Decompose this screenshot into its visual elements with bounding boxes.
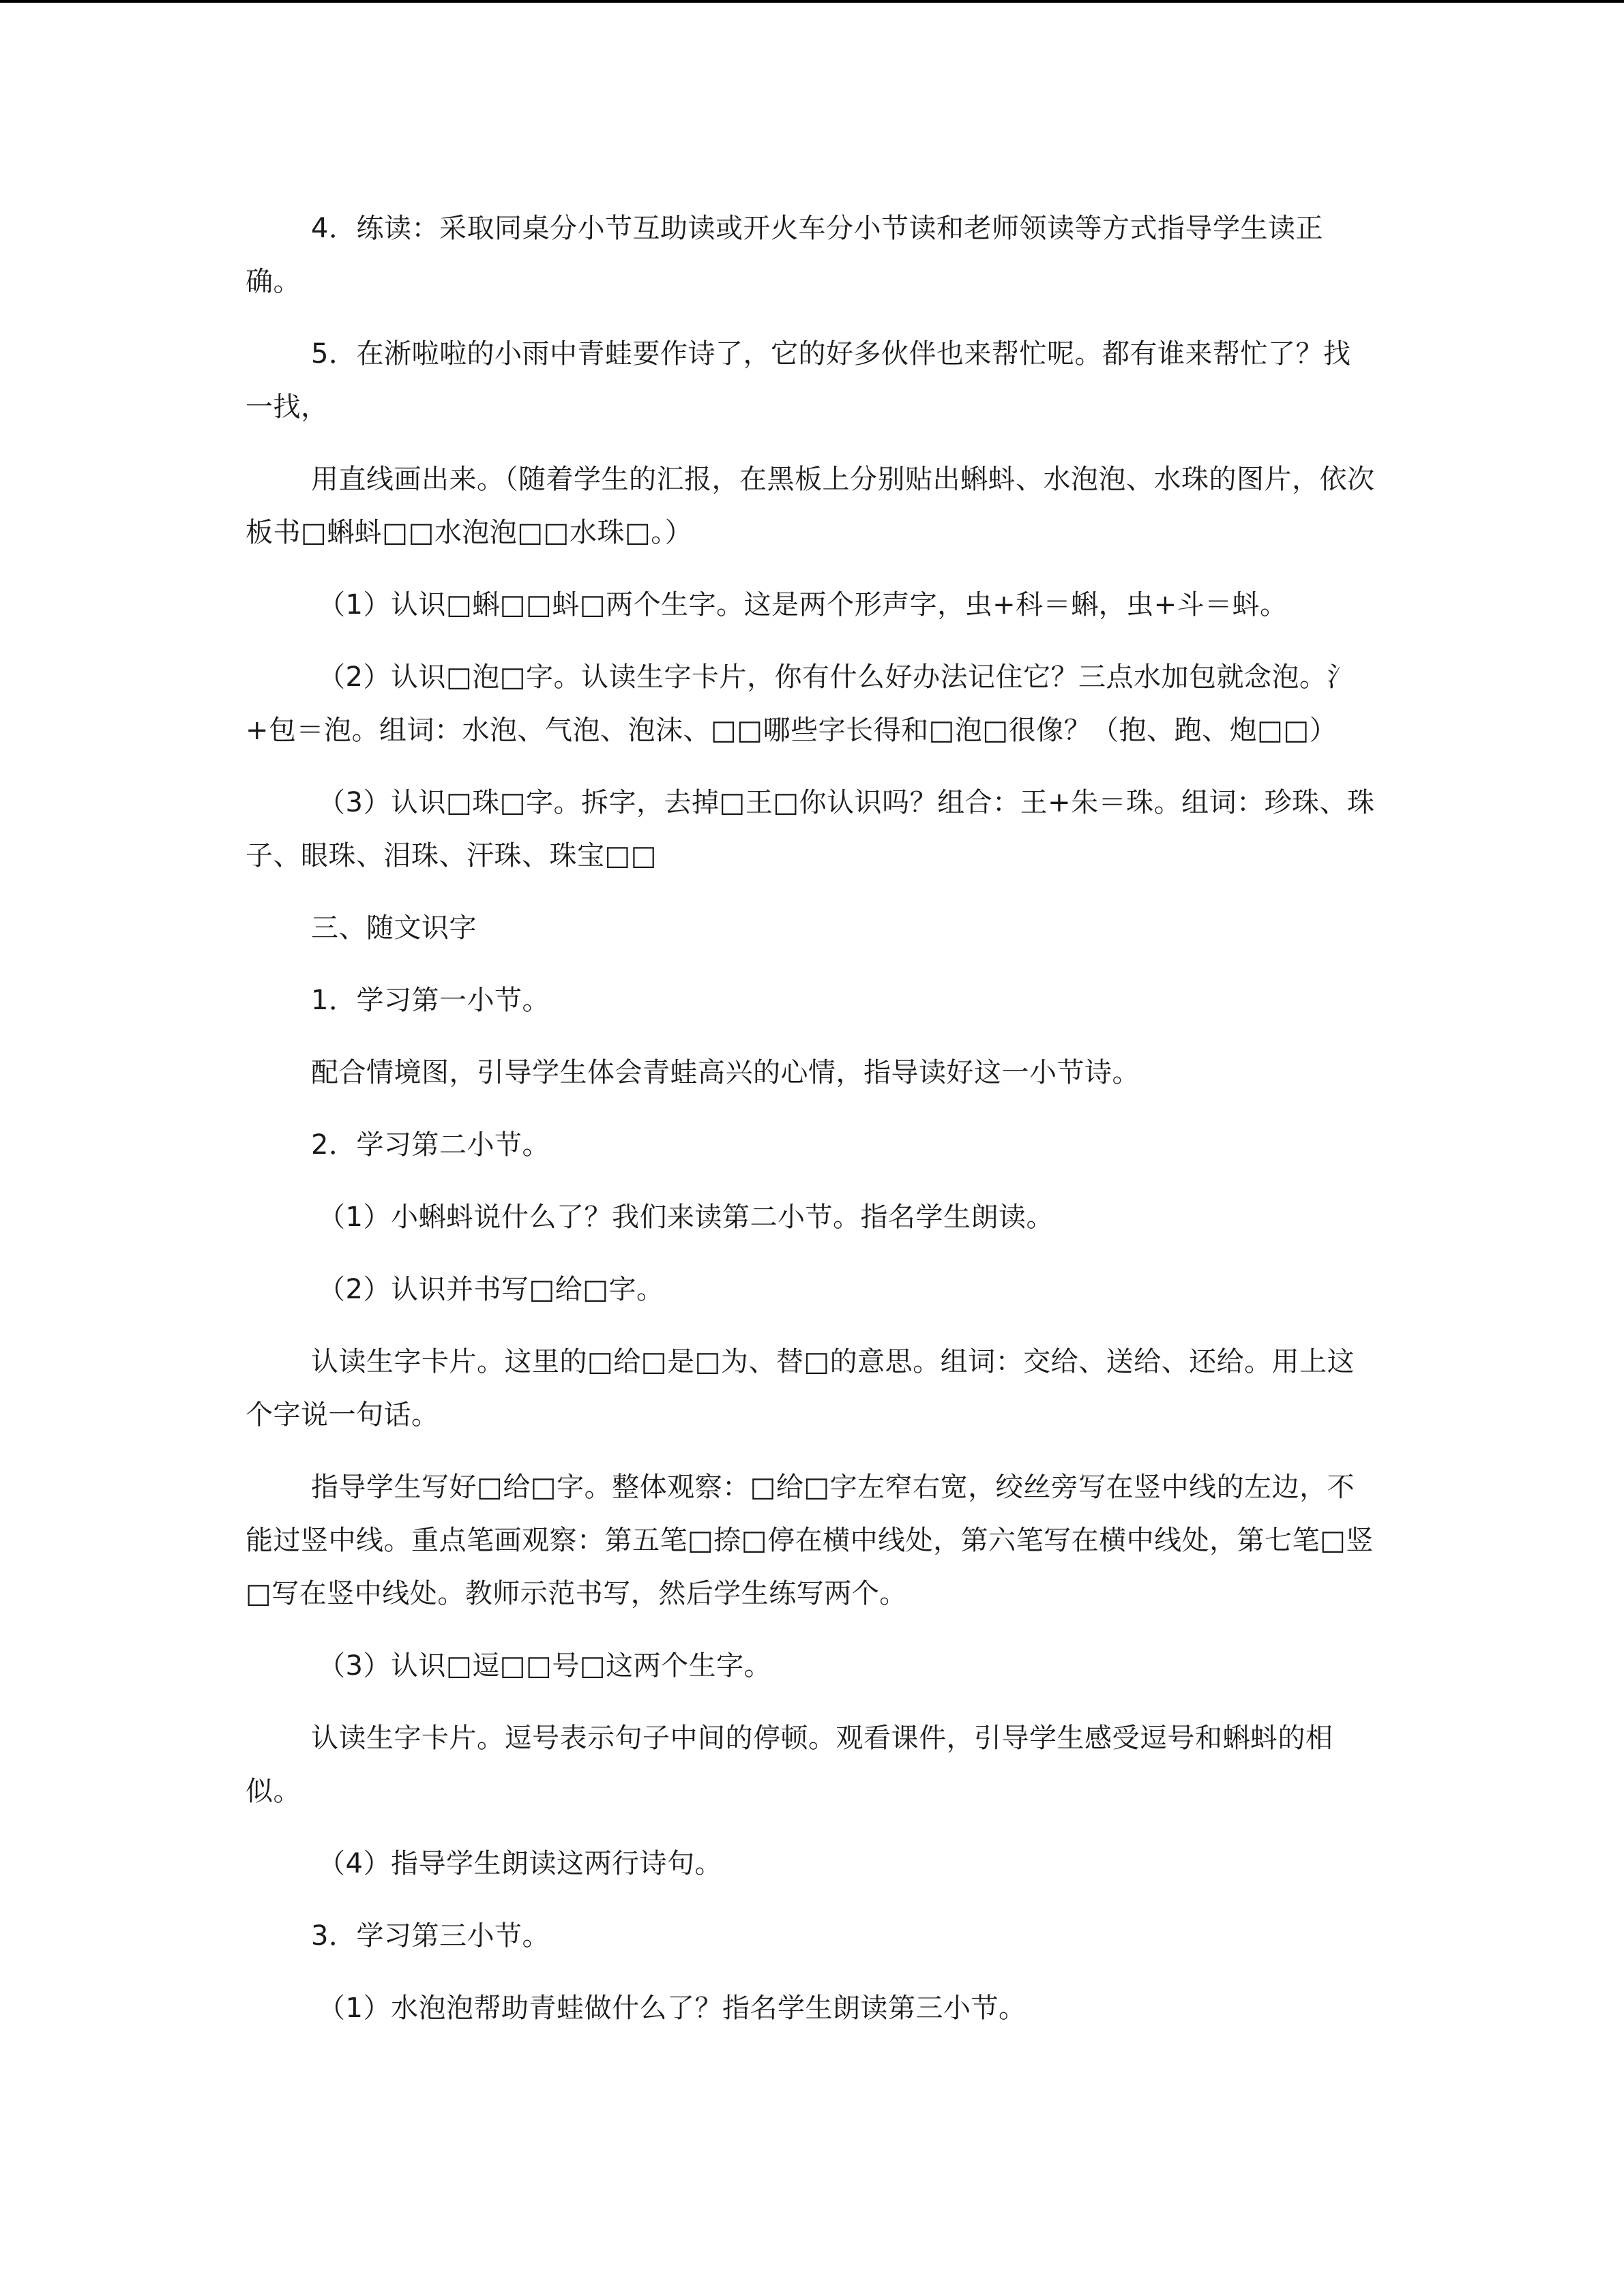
paragraph-give-writing: 指导学生写好□给□字。整体观察：□给□字左窄右宽，绞丝旁写在竖中线的左边，不能过竖中线。重点笔画观察：第五笔□捺□停在横中线处，第六笔写在横中线处，第七笔□竖□写在竖中线处。教师示范书写，然后学生练写两个。: [246, 1472, 1374, 1609]
paragraph-stanza-one-guide: 配合情境图，引导学生体会青蛙高兴的心情，指导读好这一小节诗。: [311, 1057, 1140, 1088]
paragraph-stanza-three: 3．学习第三小节。: [311, 1920, 550, 1952]
document-page: [246, 202, 1378, 2054]
paragraph-learn-bubble: （2）认识□泡□字。认读生字卡片，你有什么好办法记住它？三点水加包就念泡。氵+包＝泡。组词：水泡、气泡、泡沫、□□哪些字长得和□泡□很像？（抱、跑、炮□□）: [246, 661, 1355, 746]
paragraph-learn-tadpole: （1）认识□蝌□□蚪□两个生字。这是两个形声字，虫+科＝蝌，虫+斗＝蚪。: [318, 589, 1288, 621]
paragraph-give-meaning: 认读生字卡片。这里的□给□是□为、替□的意思。组词：交给、送给、还给。用上这个字说一句话。: [246, 1346, 1355, 1431]
paragraph-stanza-two: 2．学习第二小节。: [311, 1129, 550, 1161]
paragraph-learn-comma: （3）认识□逗□□号□这两个生字。: [318, 1650, 772, 1682]
paragraph-stanza-one: 1．学习第一小节。: [311, 985, 550, 1016]
paragraph-learn-pearl: （3）认识□珠□字。拆字，去掉□王□你认识吗？组合：王+朱＝珠。组词：珍珠、珠子、眼珠、泪珠、汗珠、珠宝□□: [246, 787, 1375, 871]
paragraph-draw-lines: 用直线画出来。（随着学生的汇报，在黑板上分别贴出蝌蚪、水泡泡、水珠的图片，依次板书□蝌蚪□□水泡泡□□水珠□。）: [246, 464, 1375, 548]
paragraph-learn-give: （2）认识并书写□给□字。: [318, 1274, 664, 1305]
paragraph-practice-reading: 4．练读：采取同桌分小节互助读或开火车分小节读和老师领读等方式指导学生读正确。: [246, 213, 1323, 297]
page-top-border: [0, 0, 1624, 3]
paragraph-tadpole-says: （1）小蝌蚪说什么了？我们来读第二小节。指名学生朗读。: [318, 1202, 1054, 1233]
paragraph-read-lines: （4）指导学生朗读这两行诗句。: [318, 1848, 722, 1879]
paragraph-frog-poem: 5．在淅啦啦的小雨中青蛙要作诗了，它的好多伙伴也来帮忙呢。都有谁来帮忙了？找一找，: [246, 338, 1351, 423]
section-heading: 三、随文识字: [311, 912, 477, 944]
paragraph-comma-meaning: 认读生字卡片。逗号表示句子中间的停顿。观看课件，引导学生感受逗号和蝌蚪的相似。: [246, 1723, 1333, 1807]
paragraph-bubble-helps: （1）水泡泡帮助青蛙做什么了？指名学生朗读第三小节。: [318, 1993, 1027, 2024]
